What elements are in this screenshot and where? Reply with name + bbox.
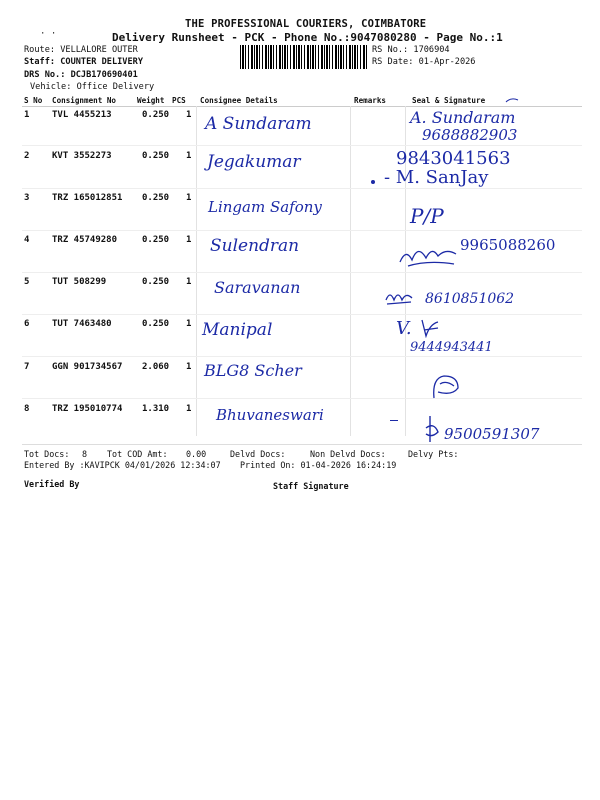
row-weight: 0.250 bbox=[142, 235, 170, 245]
signature-mark bbox=[428, 372, 464, 402]
signature-mark bbox=[418, 316, 442, 338]
row-consignment: TRZ 45749280 bbox=[52, 235, 118, 245]
verified-by: Verified By bbox=[24, 479, 80, 489]
row-pcs: 1 bbox=[186, 362, 192, 372]
col-sno: S No bbox=[24, 96, 43, 105]
route-label: Route: VELLALORE OUTER bbox=[24, 45, 138, 55]
consignee-handwriting: Jegakumar bbox=[207, 152, 301, 172]
seal-handwriting: P/P bbox=[410, 204, 444, 228]
row-sno: 4 bbox=[24, 235, 30, 245]
rs-date: RS Date: 01-Apr-2026 bbox=[372, 57, 476, 67]
row-rule bbox=[22, 145, 582, 146]
row-sno: 3 bbox=[24, 193, 30, 203]
rs-no: RS No.: 1706904 bbox=[372, 45, 450, 55]
row-consignment: TRZ 165012851 bbox=[52, 193, 123, 203]
row-rule bbox=[22, 230, 582, 231]
non-delvd-docs-label: Non Delvd Docs: bbox=[310, 449, 386, 459]
row-sno: 1 bbox=[24, 110, 30, 120]
seal-handwriting: 8610851062 bbox=[425, 291, 515, 307]
col-pcs: PCS bbox=[172, 96, 186, 105]
row-pcs: 1 bbox=[186, 277, 192, 287]
row-consignment: KVT 3552273 bbox=[52, 151, 112, 161]
row-weight: 0.250 bbox=[142, 110, 170, 120]
consignee-handwriting: Manipal bbox=[202, 320, 273, 340]
row-weight: 0.250 bbox=[142, 277, 170, 287]
row-pcs: 1 bbox=[186, 193, 192, 203]
seal-handwriting: 9965088260 bbox=[460, 236, 556, 254]
seal-handwriting: 9843041563 bbox=[396, 148, 511, 169]
consignee-handwriting: Saravanan bbox=[214, 278, 301, 297]
footer-rule bbox=[22, 444, 582, 445]
row-consignment: TUT 508299 bbox=[52, 277, 107, 287]
row-sno: 8 bbox=[24, 404, 30, 414]
vehicle-label: Vehicle: Office Delivery bbox=[30, 82, 155, 92]
grid-divider bbox=[350, 106, 351, 436]
staff-signature: Staff Signature bbox=[273, 481, 349, 491]
ink-dot bbox=[371, 180, 375, 184]
row-sno: 6 bbox=[24, 319, 30, 329]
runsheet-title: Delivery Runsheet - PCK - Phone No.:9047080280 - Page No.:1 bbox=[112, 31, 503, 44]
delvd-docs-label: Delvd Docs: bbox=[230, 449, 286, 459]
seal-handwriting: 9444943441 bbox=[410, 340, 493, 355]
row-weight: 1.310 bbox=[142, 404, 170, 414]
grid-divider bbox=[196, 106, 197, 436]
dash-mark bbox=[390, 420, 398, 421]
seal-handwriting: 9500591307 bbox=[444, 425, 540, 443]
row-rule bbox=[22, 398, 582, 399]
delvy-pts-label: Delvy Pts: bbox=[408, 449, 459, 459]
seal-handwriting: A. Sundaram bbox=[410, 108, 516, 127]
entered-by: Entered By :KAVIPCK 04/01/2026 12:34:07 bbox=[24, 460, 221, 470]
signature-mark bbox=[384, 288, 414, 306]
barcode bbox=[240, 45, 368, 69]
signature-mark bbox=[398, 240, 460, 268]
col-seal: Seal & Signature bbox=[412, 96, 486, 105]
consignee-handwriting: A Sundaram bbox=[205, 114, 312, 134]
row-pcs: 1 bbox=[186, 110, 192, 120]
row-weight: 0.250 bbox=[142, 319, 170, 329]
row-consignment: TUT 7463480 bbox=[52, 319, 112, 329]
signature-mark bbox=[424, 414, 440, 444]
row-pcs: 1 bbox=[186, 319, 192, 329]
row-sno: 7 bbox=[24, 362, 30, 372]
row-rule bbox=[22, 356, 582, 357]
tot-cod-label: Tot COD Amt: bbox=[107, 449, 168, 459]
consignee-handwriting: Sulendran bbox=[210, 236, 300, 256]
row-sno: 2 bbox=[24, 151, 30, 161]
row-weight: 2.060 bbox=[142, 362, 170, 372]
corner-marks: · · bbox=[40, 29, 57, 39]
tot-docs-value: 8 bbox=[82, 449, 88, 459]
seal-handwriting: 9688882903 bbox=[422, 126, 518, 144]
consignee-handwriting: Bhuvaneswari bbox=[216, 406, 324, 424]
row-consignment: TVL 4455213 bbox=[52, 110, 112, 120]
consignee-handwriting: BLG8 Scher bbox=[204, 361, 302, 380]
header-rule bbox=[22, 106, 582, 107]
row-pcs: 1 bbox=[186, 151, 192, 161]
tot-docs-label: Tot Docs: bbox=[24, 449, 70, 459]
row-pcs: 1 bbox=[186, 235, 192, 245]
seal-handwriting: V. bbox=[396, 318, 412, 339]
drs-label: DRS No.: DCJB170690401 bbox=[24, 70, 138, 80]
row-rule bbox=[22, 188, 582, 189]
tot-cod-value: 0.00 bbox=[186, 449, 207, 459]
row-sno: 5 bbox=[24, 277, 30, 287]
company-name: THE PROFESSIONAL COURIERS, COIMBATORE bbox=[185, 18, 427, 30]
col-consignee: Consignee Details bbox=[200, 96, 278, 105]
col-weight: Weight bbox=[137, 96, 165, 105]
seal-handwriting: - M. SanJay bbox=[384, 167, 489, 188]
row-consignment: GGN 901734567 bbox=[52, 362, 123, 372]
row-rule bbox=[22, 272, 582, 273]
row-pcs: 1 bbox=[186, 404, 192, 414]
printed-on: Printed On: 01-04-2026 16:24:19 bbox=[240, 460, 397, 470]
row-weight: 0.250 bbox=[142, 193, 170, 203]
tick-mark bbox=[505, 96, 519, 104]
row-weight: 0.250 bbox=[142, 151, 170, 161]
row-rule bbox=[22, 314, 582, 315]
staff-label: Staff: COUNTER DELIVERY bbox=[24, 57, 143, 67]
consignee-handwriting: Lingam Safony bbox=[208, 198, 322, 216]
col-consignment: Consignment No bbox=[52, 96, 117, 105]
col-remarks: Remarks bbox=[354, 96, 387, 105]
row-consignment: TRZ 195010774 bbox=[52, 404, 123, 414]
